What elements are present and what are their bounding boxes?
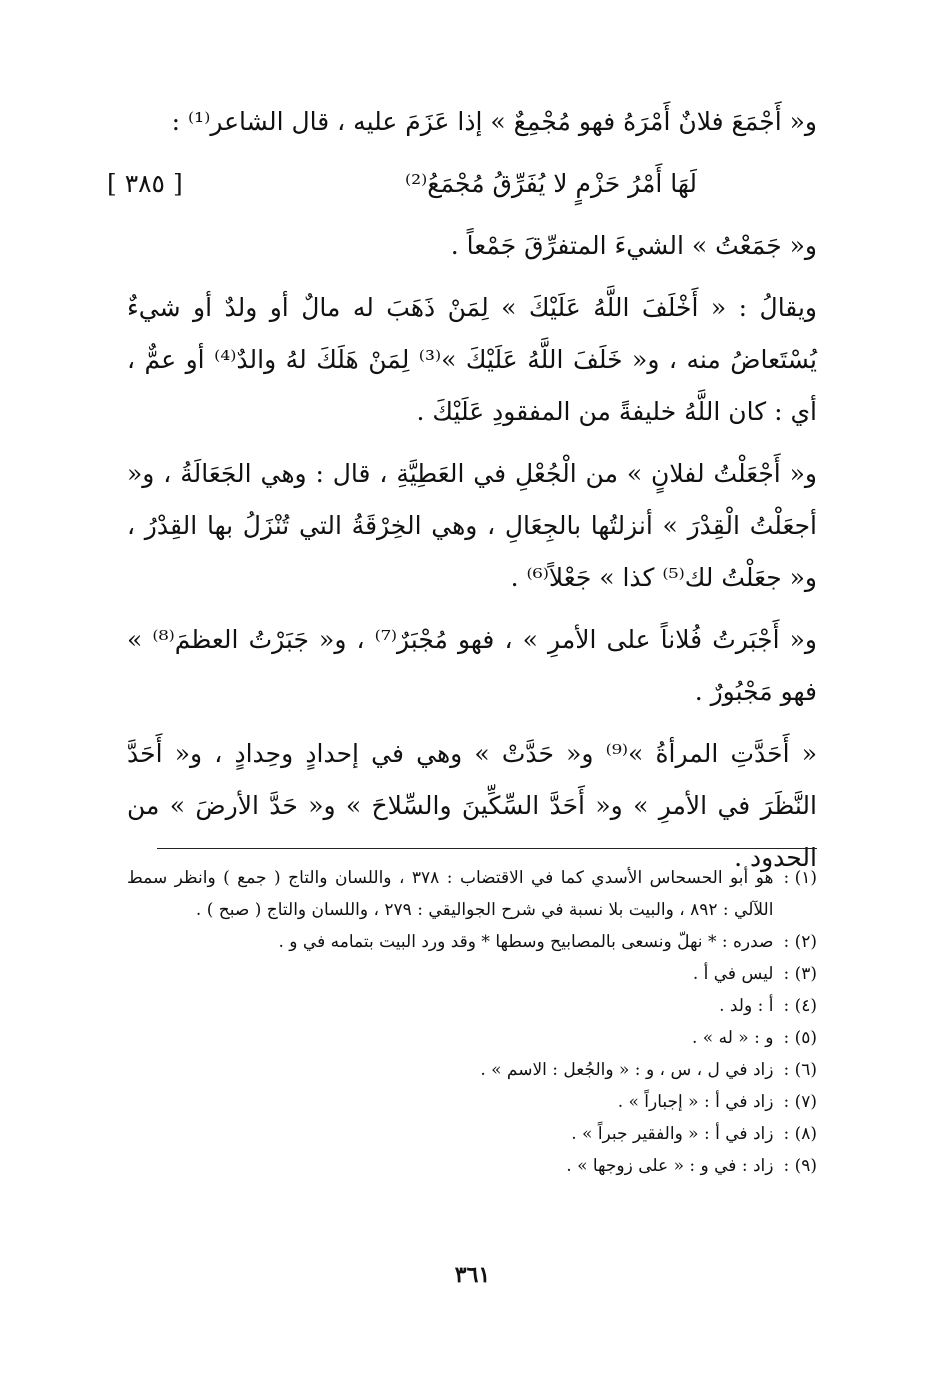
footnote bbox=[127, 990, 817, 1022]
verse-line bbox=[107, 158, 817, 210]
paragraph-5: و« أَجْبَرتُ فُلاناً على الأمرِ » ، فهو مُجْبَرٌ⁽⁷⁾ ، و« جَبَرْتُ العظمَ⁽⁸⁾ » فهو مَجْبُورٌ . bbox=[127, 625, 817, 706]
footnote-text: ليس في أ . bbox=[692, 964, 774, 984]
page-number: ٣٦١ bbox=[454, 1262, 491, 1288]
paragraph-6: « أَحَدَّتِ المرأةُ »⁽⁹⁾ و« حَدَّتْ » وهي في إحدادٍ وحِدادٍ ، و« أَحَدَّ النَّظَرَ في الأمرِ » و« أَحَدَّ السِّكِّينَ والسِّلاحَ » و« حَدَّ الأرضَ » من الحدود . bbox=[127, 739, 818, 872]
footnote bbox=[127, 958, 817, 990]
footnote-number: (١) : bbox=[783, 868, 817, 888]
footnote-number: (٢) : bbox=[783, 932, 817, 952]
footnotes bbox=[127, 862, 817, 1182]
footnote-number: (٣) : bbox=[783, 964, 817, 984]
footnote-number: (٤) : bbox=[783, 996, 817, 1016]
paragraph-4: و« أَجْعَلْتُ لفلانٍ » من الْجُعْلِ في العَطِيَّةِ ، قال : وهي الجَعَالَةُ ، و« أجعَلْتُ الْقِدْرَ » أنزلتُها بالجِعَالِ ، وهي الخِرْقَةُ التي تُنْزَلُ بها القِدْرُ ، و« جعَلْتُ لك⁽⁵⁾ كذا » جَعْلاً⁽⁶⁾ . bbox=[127, 459, 817, 592]
paragraph-2: و« جَمَعْتُ » الشيءَ المتفرِّقَ جَمْعاً . bbox=[450, 231, 817, 260]
footnote bbox=[127, 926, 817, 958]
footnote bbox=[127, 1022, 817, 1054]
footnote-text: زاد في أ : « والفقير جبراً » . bbox=[571, 1124, 774, 1144]
footnote-number: (٥) : bbox=[783, 1028, 817, 1048]
footnote-text: صدره : * نهلّ ونسعى بالمصابيح وسطها * وقد ورد البيت بتمامه في و . bbox=[278, 932, 774, 952]
footnote bbox=[127, 1118, 817, 1150]
page-marker: [ ٣٨٥ ] bbox=[107, 169, 183, 198]
footnote bbox=[127, 1086, 817, 1118]
footnote-text: و : « له » . bbox=[691, 1028, 774, 1048]
footnote-number: (٦) : bbox=[783, 1060, 817, 1080]
verse-text: لَهَا أَمْرُ حَزْمٍ لا يُفَرِّقُ مُجْمَعُ⁽²⁾ bbox=[404, 169, 697, 198]
footnote-number: (٧) : bbox=[783, 1092, 817, 1112]
footnote bbox=[127, 862, 817, 926]
footnote-number: (٩) : bbox=[783, 1156, 817, 1176]
footnote-text: زاد : في و : « على زوجها » . bbox=[566, 1156, 774, 1176]
footnote-text: زاد في أ : « إجباراً » . bbox=[617, 1092, 774, 1112]
footnote-number: (٨) : bbox=[783, 1124, 817, 1144]
main-text bbox=[107, 96, 818, 894]
footnote-text: أ : ولد . bbox=[719, 996, 774, 1016]
footnote-text: هو أبو الحسحاس الأسدي كما في الاقتضاب : ٣٧٨ ، واللسان والتاج ( جمع ) وانظر سمط اللآلي : ٨٩٢ ، والبيت بلا نسبة في شرح الجواليقي : ٢٧٩ ، واللسان والتاج ( صبح ) . bbox=[127, 868, 774, 920]
footnote-text: زاد في ل ، س ، و : « والجُعل : الاسم » . bbox=[480, 1060, 774, 1080]
paragraph-1: و« أَجْمَعَ فلانٌ أَمْرَهُ فهو مُجْمِعٌ » إذا عَزَمَ عليه ، قال الشاعر⁽¹⁾ : bbox=[171, 107, 817, 136]
footnote-divider bbox=[157, 848, 817, 849]
paragraph-3: ويقالُ : « أَخْلَفَ اللَّهُ عَلَيْكَ » لِمَنْ ذَهَبَ له مالٌ أو ولدٌ أو شيءٌ يُسْتَعاضُ منه ، و« خَلَفَ اللَّهُ عَلَيْكَ »⁽³⁾ لِمَنْ هَلَكَ لهُ والدٌ⁽⁴⁾ أو عمٌّ ، أي : كان اللَّهُ خليفةً من المفقودِ عَلَيْكَ . bbox=[127, 293, 817, 426]
footnote bbox=[127, 1054, 817, 1086]
footnote bbox=[127, 1150, 817, 1182]
